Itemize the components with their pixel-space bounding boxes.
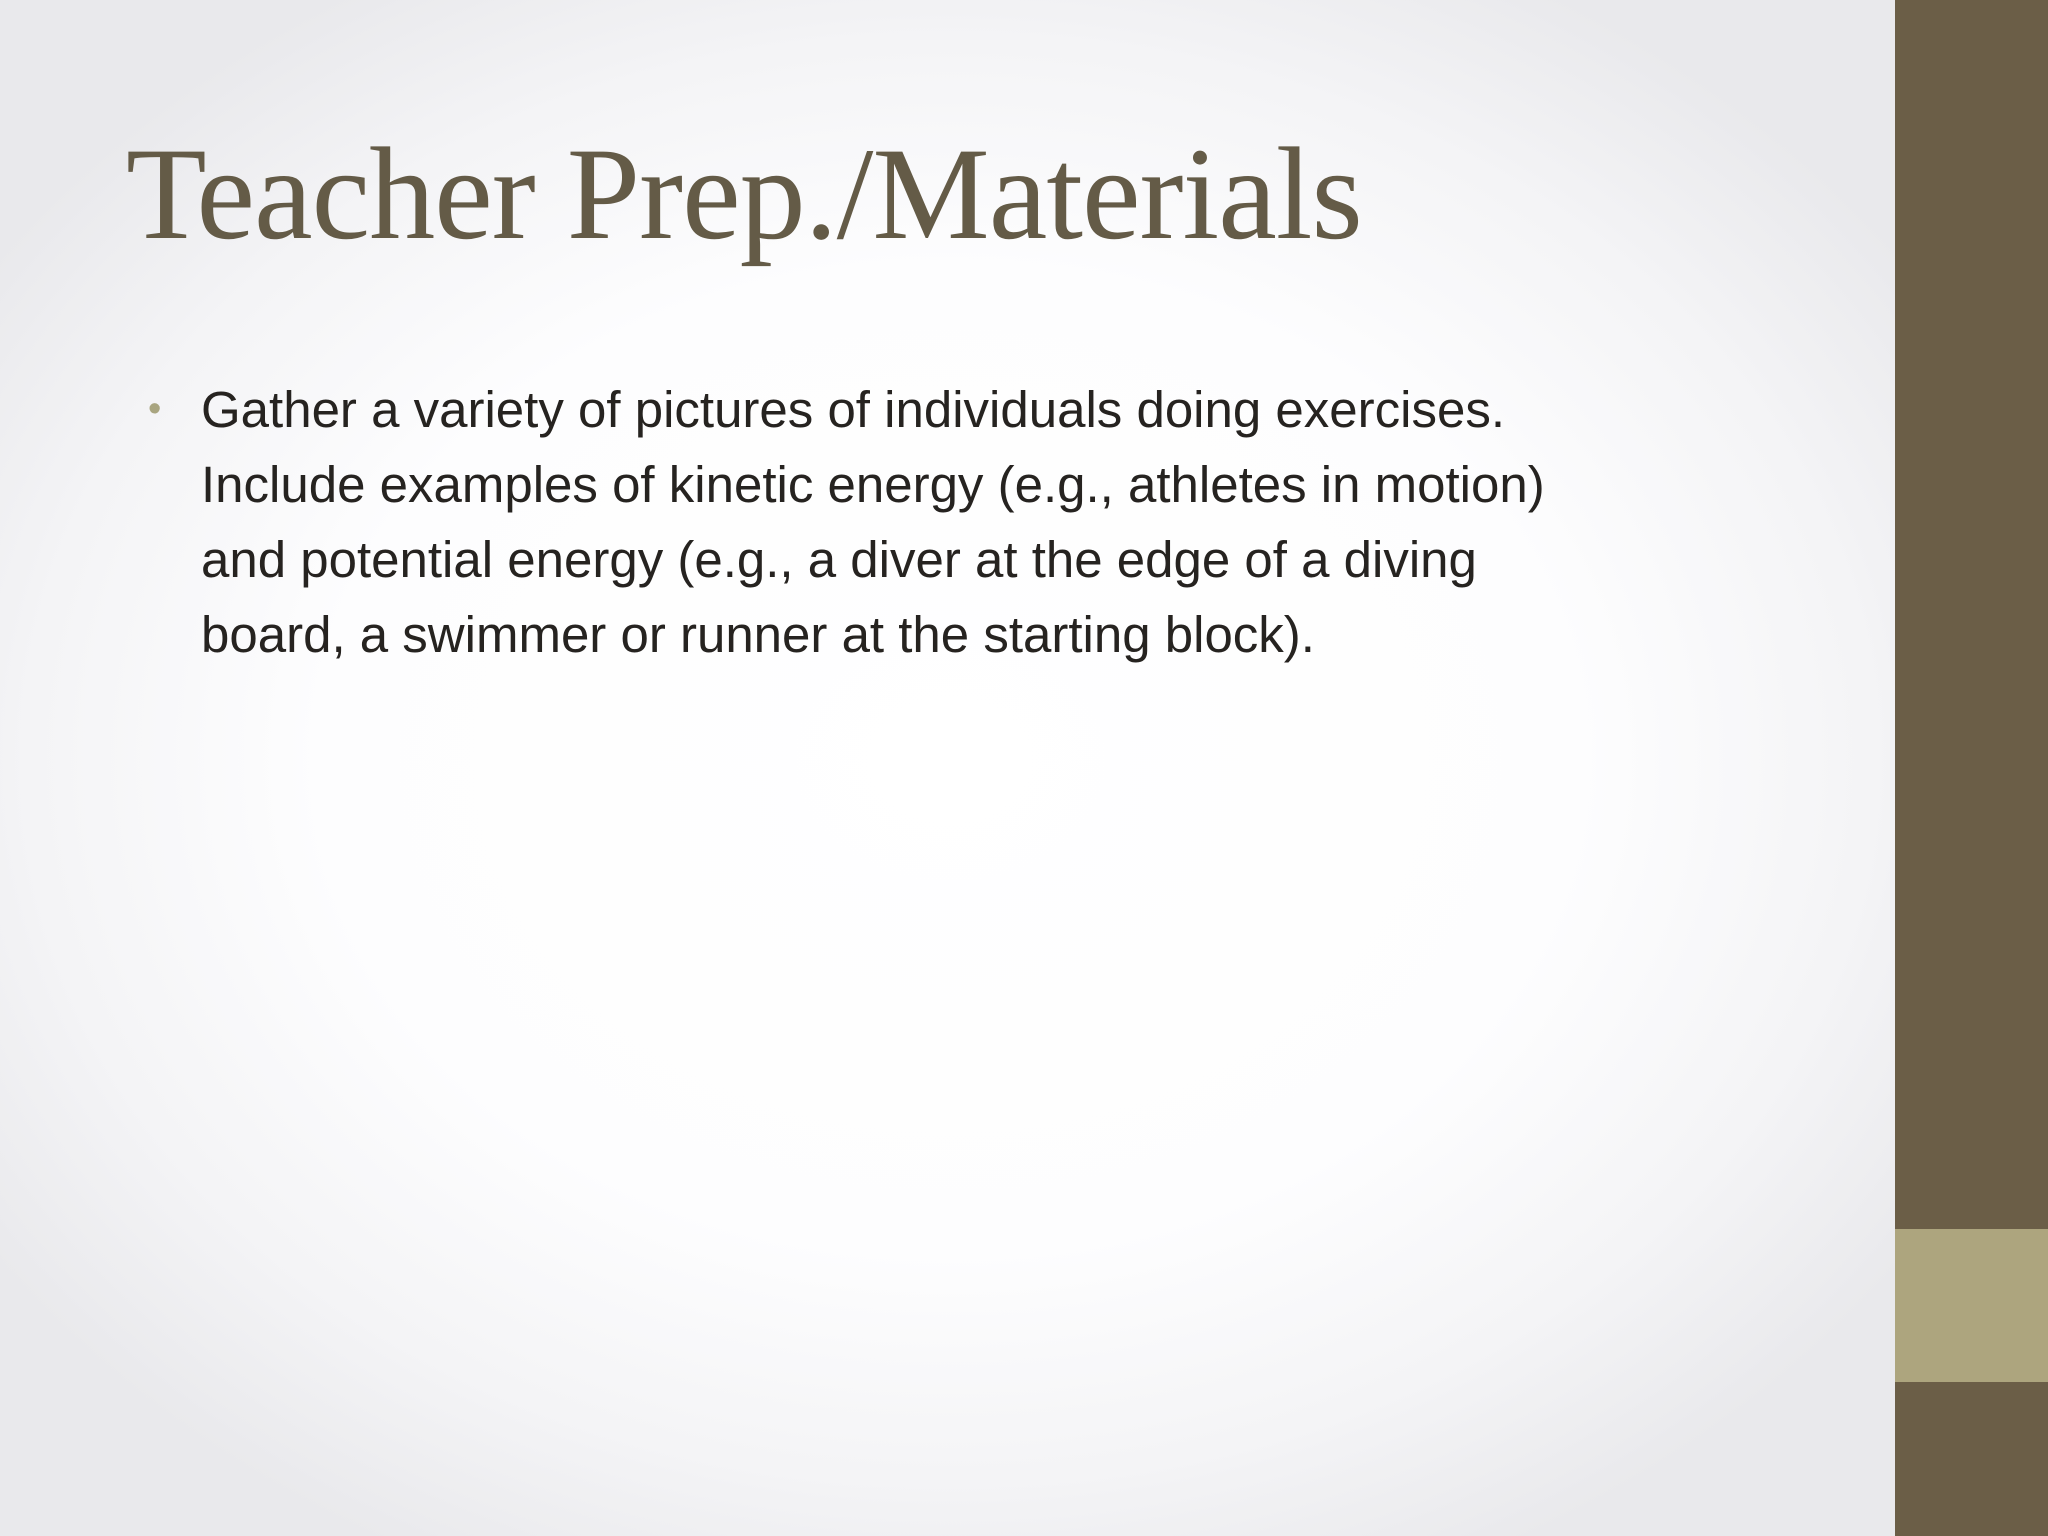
bullet-line: Gather a variety of pictures of individuals doing exercises. (201, 381, 1505, 438)
bullet-line: and potential energy (e.g., a diver at the edge of a diving (201, 531, 1477, 588)
bullet-item (148, 372, 1768, 672)
bullet-dot-icon: • (148, 388, 162, 430)
bullet-line: board, a swimmer or runner at the starting block). (201, 606, 1315, 663)
bullet-list (148, 372, 1768, 672)
decorative-side-accent (1895, 1229, 2048, 1382)
slide-title: Teacher Prep./Materials (126, 120, 1362, 267)
bullet-line: Include examples of kinetic energy (e.g., athletes in motion) (201, 456, 1545, 513)
